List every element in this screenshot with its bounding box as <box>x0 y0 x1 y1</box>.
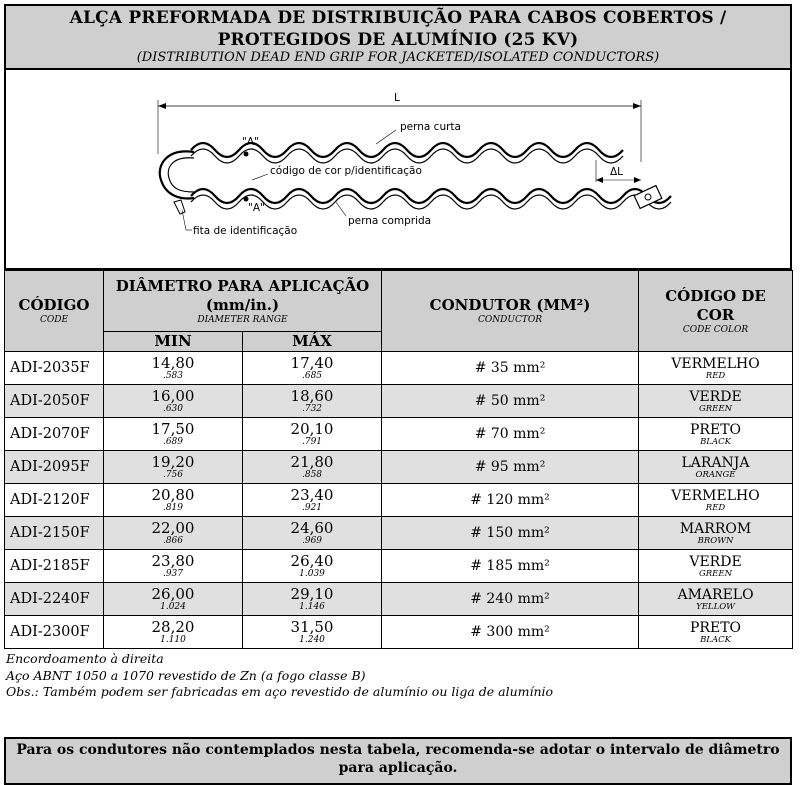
cell-min-mm: 23,80 <box>151 552 195 570</box>
cell-conductor: # 185 mm² <box>382 550 639 583</box>
cell-conductor: # 240 mm² <box>382 583 639 616</box>
table-row <box>5 517 793 550</box>
label-long-leg: perna comprida <box>348 215 432 227</box>
cell-color-pt: PRETO <box>690 619 742 636</box>
cell-min <box>104 418 243 451</box>
cell-max-in: 1.146 <box>299 602 325 612</box>
cell-max <box>243 385 382 418</box>
cell-max-in: .685 <box>301 371 323 381</box>
cell-max-mm: 26,40 <box>290 552 334 570</box>
footer-note: Para os condutores não contemplados nesta tabela, recomenda-se adotar o intervalo de diâmetro para aplicação. <box>4 737 792 785</box>
cell-min-in: .937 <box>162 569 184 579</box>
cell-color <box>639 583 793 616</box>
cell-min <box>104 517 243 550</box>
header-min: MIN <box>104 332 243 352</box>
cell-code: ADI-2150F <box>5 517 104 550</box>
spec-table <box>4 270 793 649</box>
cell-max <box>243 517 382 550</box>
cell-min-in: 1.110 <box>160 635 186 645</box>
cell-min <box>104 583 243 616</box>
cell-code: ADI-2070F <box>5 418 104 451</box>
long-leg <box>191 189 671 203</box>
label-A-top: "A" <box>242 136 259 148</box>
cell-code: ADI-2240F <box>5 583 104 616</box>
cell-max-mm: 21,80 <box>290 453 334 471</box>
note-1: Encordoamento à direita <box>6 651 164 666</box>
title-box <box>4 4 792 70</box>
cell-color-pt: MARROM <box>679 520 752 537</box>
cell-min <box>104 385 243 418</box>
cell-color-en: BROWN <box>697 535 734 546</box>
cell-max-in: .858 <box>301 470 323 480</box>
cell-conductor: # 70 mm² <box>382 418 639 451</box>
cell-color-en: GREEN <box>698 568 733 579</box>
cell-code: ADI-2300F <box>5 616 104 649</box>
cell-min-mm: 26,00 <box>151 585 195 603</box>
cell-color-pt: VERMELHO <box>671 355 760 372</box>
grip-diagram <box>6 70 790 268</box>
cell-color-pt: VERDE <box>689 388 742 405</box>
cell-color <box>639 418 793 451</box>
cell-color <box>639 550 793 583</box>
cell-conductor: # 50 mm² <box>382 385 639 418</box>
header-color: CÓDIGO DE COR CODE COLOR <box>639 271 793 352</box>
cell-code: ADI-2120F <box>5 484 104 517</box>
table-row <box>5 550 793 583</box>
table-row <box>5 385 793 418</box>
cell-max <box>243 583 382 616</box>
cell-code: ADI-2185F <box>5 550 104 583</box>
notes <box>4 651 792 701</box>
cell-max-mm: 31,50 <box>290 618 334 636</box>
cell-min <box>104 616 243 649</box>
cell-code: ADI-2035F <box>5 352 104 385</box>
cell-color-en: BLACK <box>700 634 731 645</box>
label-short-leg: perna curta <box>400 121 461 133</box>
cell-color-en: RED <box>705 370 726 381</box>
cell-color-pt: AMARELO <box>677 586 754 603</box>
cell-color-en: RED <box>705 502 726 513</box>
cell-max-in: .791 <box>301 437 323 447</box>
cell-min-mm: 22,00 <box>151 519 195 537</box>
cell-max-in: 1.039 <box>299 569 325 579</box>
cell-code: ADI-2095F <box>5 451 104 484</box>
cell-max <box>243 484 382 517</box>
cell-min <box>104 451 243 484</box>
cell-max <box>243 616 382 649</box>
cell-min-mm: 14,80 <box>151 354 195 372</box>
label-delta-L: ΔL <box>610 166 624 178</box>
header-max: MÁX <box>243 332 382 352</box>
table-row <box>5 484 793 517</box>
cell-conductor: # 95 mm² <box>382 451 639 484</box>
grip-drawing <box>4 70 792 270</box>
header-conductor: CONDUTOR (MM²) CONDUCTOR <box>382 271 639 352</box>
cell-min-in: .866 <box>162 536 184 546</box>
cell-color-pt: VERMELHO <box>671 487 760 504</box>
table-row <box>5 616 793 649</box>
cell-min-mm: 28,20 <box>151 618 195 636</box>
cell-min-in: .583 <box>162 371 184 381</box>
cell-min-mm: 19,20 <box>151 453 195 471</box>
cell-min-in: .756 <box>162 470 184 480</box>
cell-max-mm: 23,40 <box>290 486 334 504</box>
title-line2: PROTEGIDOS DE ALUMÍNIO (25 KV) <box>217 30 579 50</box>
cell-min-mm: 17,50 <box>151 420 195 438</box>
title-subtitle: (DISTRIBUTION DEAD END GRIP FOR JACKETED/ISOLATED CONDUCTORS) <box>136 50 660 65</box>
spec-sheet <box>4 4 792 701</box>
cell-min <box>104 352 243 385</box>
cell-color <box>639 352 793 385</box>
cell-conductor: # 35 mm² <box>382 352 639 385</box>
note-3: Obs.: Também podem ser fabricadas em aço revestido de alumínio ou liga de alumínio <box>6 684 554 699</box>
cell-color-en: BLACK <box>700 436 731 447</box>
cell-min-in: .689 <box>162 437 184 447</box>
cell-max-mm: 29,10 <box>290 585 334 603</box>
cell-max-mm: 20,10 <box>290 420 334 438</box>
cell-color-pt: PRETO <box>690 421 742 438</box>
cell-max-mm: 24,60 <box>290 519 334 537</box>
table-row <box>5 418 793 451</box>
table-row <box>5 451 793 484</box>
cell-color-pt: LARANJA <box>681 454 750 471</box>
cell-min-in: .630 <box>162 404 184 414</box>
cell-max-mm: 18,60 <box>290 387 334 405</box>
cell-color-en: YELLOW <box>696 601 735 612</box>
cell-color <box>639 451 793 484</box>
cell-min-in: .819 <box>162 503 184 513</box>
cell-color-pt: VERDE <box>689 553 742 570</box>
cell-min <box>104 484 243 517</box>
cell-color <box>639 484 793 517</box>
cell-max <box>243 550 382 583</box>
header-code: CÓDIGO CODE <box>5 271 104 352</box>
label-A-bottom: "A" <box>248 202 265 214</box>
label-color-code: código de cor p/identificação <box>270 165 422 177</box>
table-row <box>5 583 793 616</box>
table-row <box>5 352 793 385</box>
cell-max <box>243 418 382 451</box>
cell-min <box>104 550 243 583</box>
cell-color <box>639 385 793 418</box>
title-line1: ALÇA PREFORMADA DE DISTRIBUIÇÃO PARA CABOS COBERTOS / <box>69 8 727 28</box>
header-diameter: DIÂMETRO PARA APLICAÇÃO (mm/in.) DIAMETER RANGE <box>104 271 382 332</box>
cell-color <box>639 517 793 550</box>
cell-min-mm: 16,00 <box>151 387 195 405</box>
cell-max-in: .732 <box>301 404 323 414</box>
cell-max <box>243 451 382 484</box>
cell-code: ADI-2050F <box>5 385 104 418</box>
cell-max-in: 1.240 <box>299 635 325 645</box>
cell-color <box>639 616 793 649</box>
cell-min-in: 1.024 <box>160 602 186 612</box>
cell-max-in: .969 <box>301 536 323 546</box>
cell-conductor: # 150 mm² <box>382 517 639 550</box>
cell-conductor: # 120 mm² <box>382 484 639 517</box>
cell-color-en: GREEN <box>698 403 733 414</box>
label-id-tape: fita de identificação <box>193 225 298 237</box>
cell-max <box>243 352 382 385</box>
cell-max-in: .921 <box>301 503 323 513</box>
label-L: L <box>394 92 400 104</box>
cell-color-en: ORANGE <box>695 469 736 480</box>
cell-conductor: # 300 mm² <box>382 616 639 649</box>
cell-min-mm: 20,80 <box>151 486 195 504</box>
note-2: Aço ABNT 1050 a 1070 revestido de Zn (a fogo classe B) <box>6 667 366 683</box>
cell-max-mm: 17,40 <box>290 354 334 372</box>
